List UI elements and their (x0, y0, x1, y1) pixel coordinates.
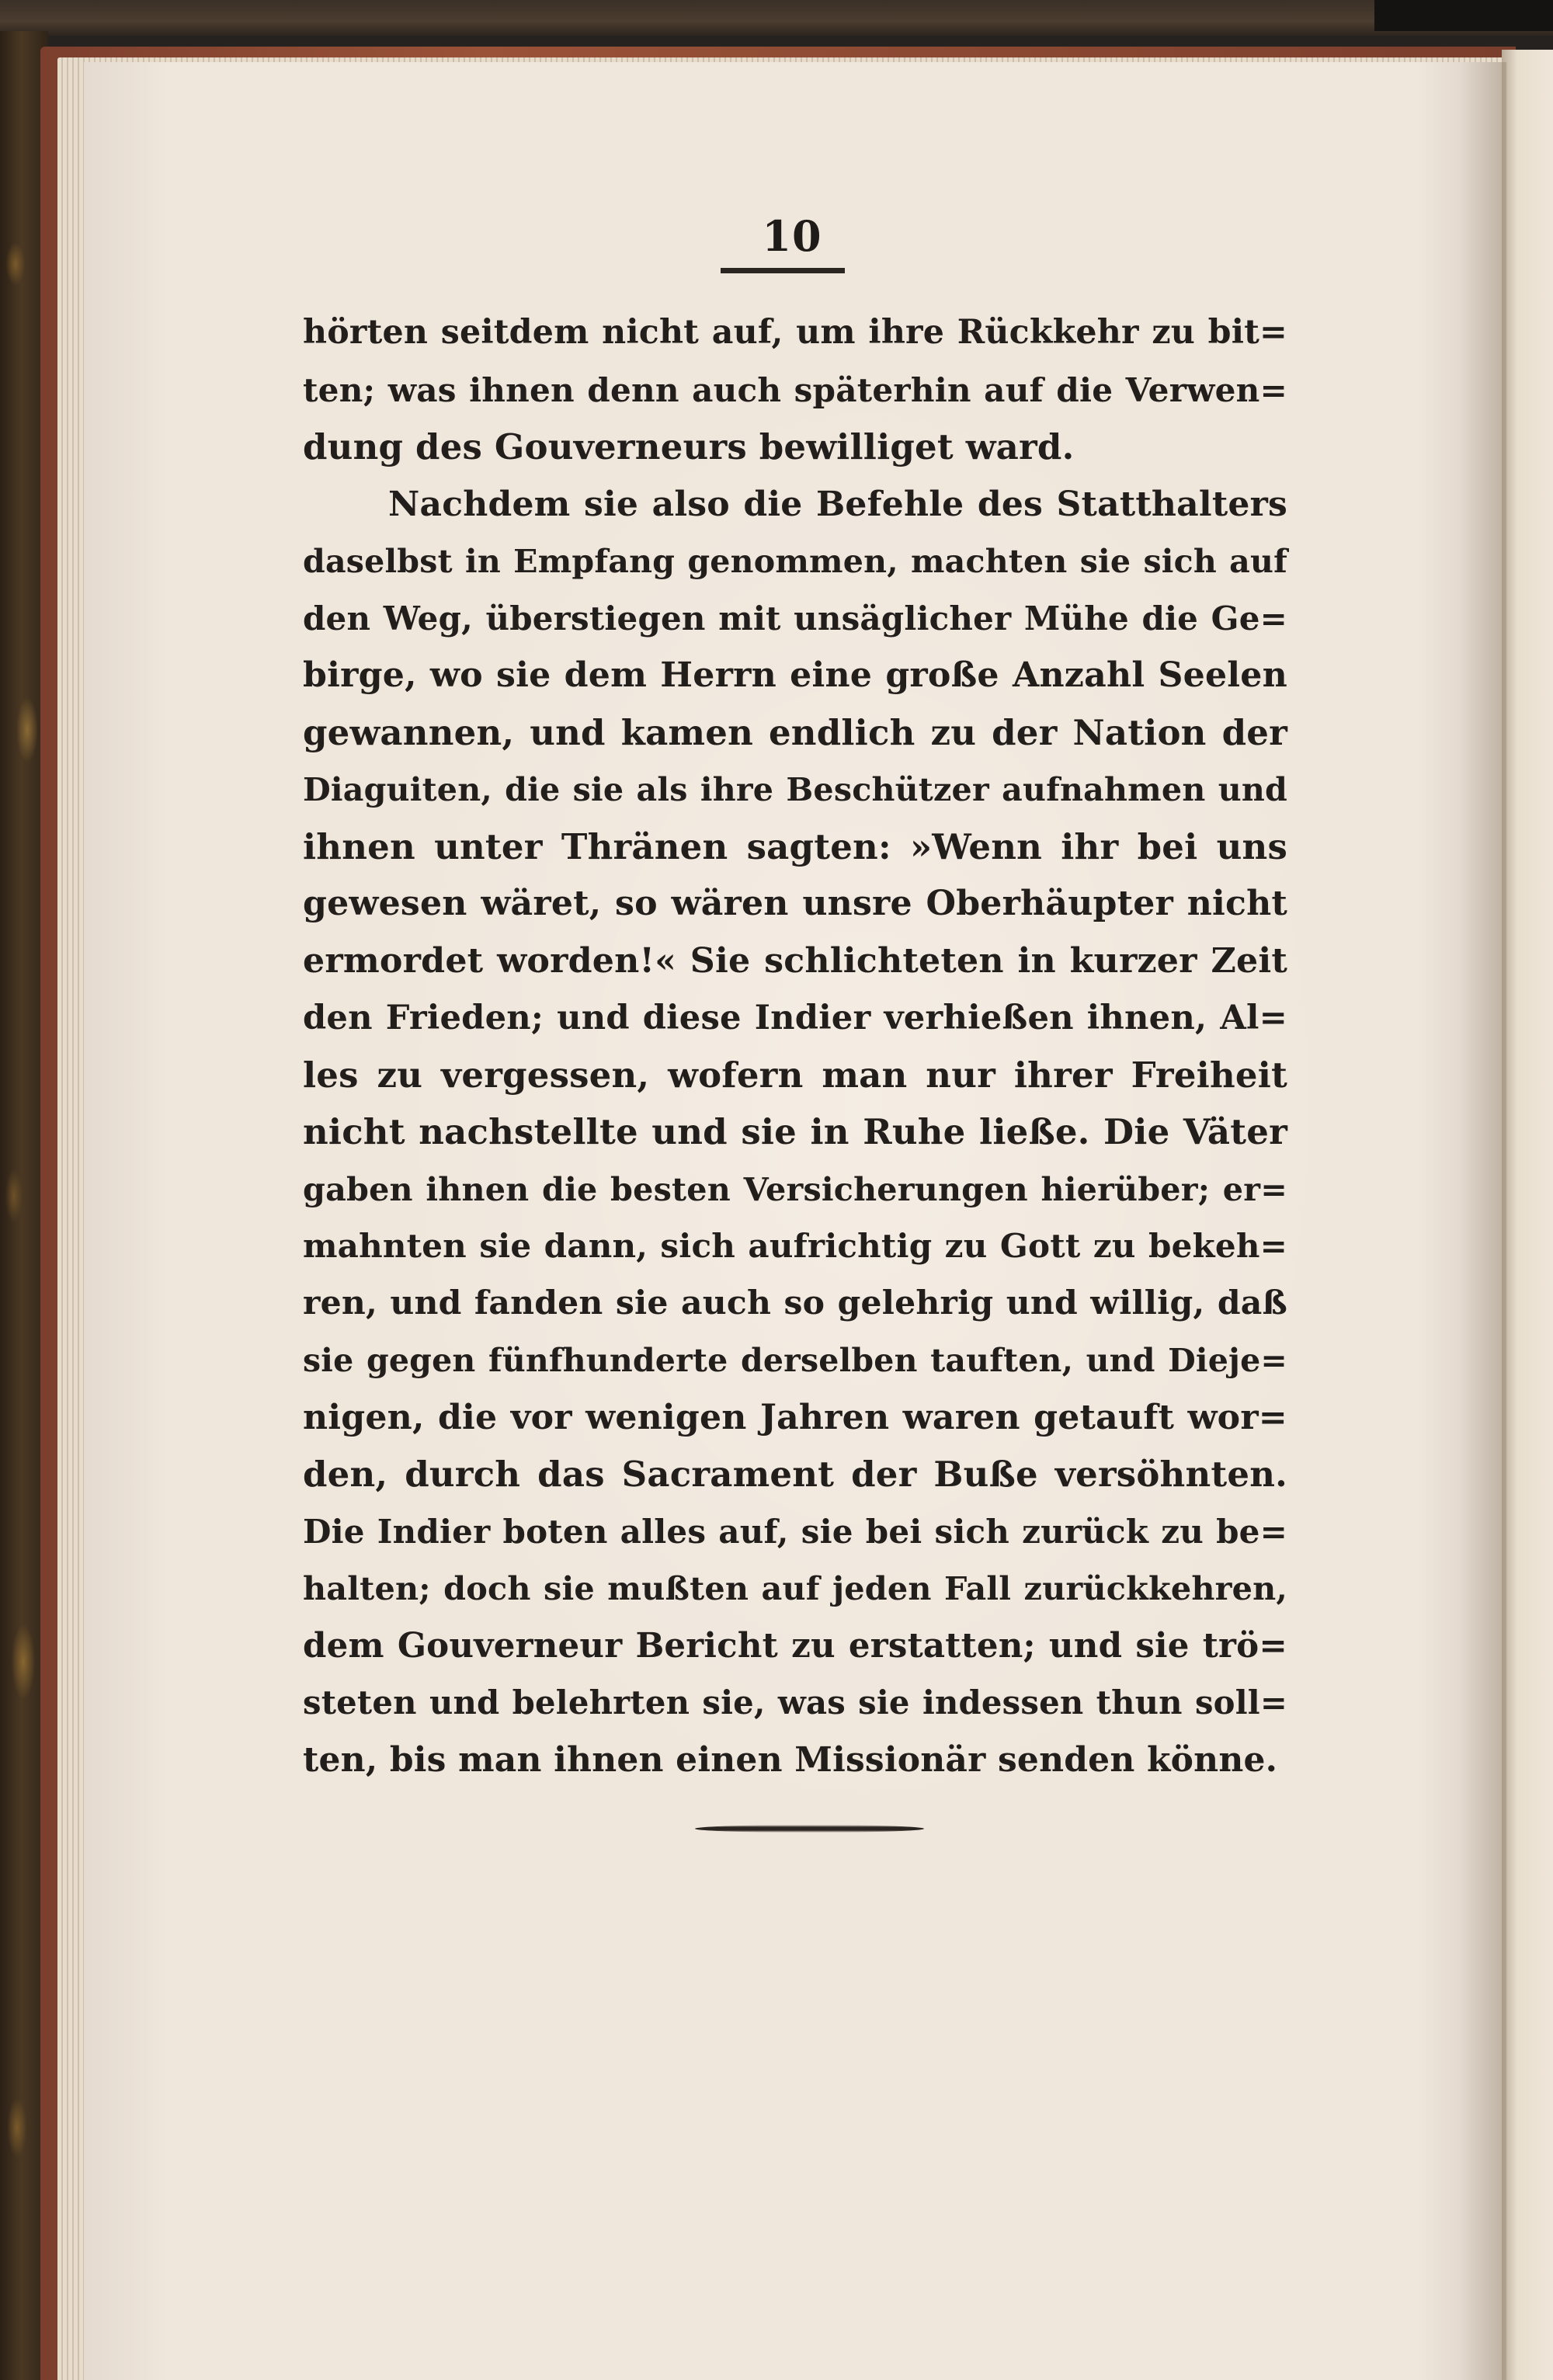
text-line: halten; doch sie mußten auf jeden Fall zurückkehren, (303, 1569, 1287, 1607)
text-line: les zu vergessen, wofern man nur ihrer Freiheit (303, 1054, 1287, 1096)
facing-page-edge (1502, 50, 1553, 2380)
text-line: den Frieden; und diese Indier verhießen ihnen, Al= (303, 998, 1287, 1037)
text-line: steten und belehrten sie, was sie indessen thun soll= (303, 1683, 1287, 1722)
text-line: hörten seitdem nicht auf, um ihre Rückkehr zu bit= (303, 313, 1287, 352)
text-line: birge, wo sie dem Herrn eine große Anzahl Seelen (303, 655, 1287, 695)
text-line: gewannen, und kamen endlich zu der Nation der (303, 711, 1287, 753)
text-line: Diaguiten, die sie als ihre Beschützer aufnahmen und (303, 770, 1287, 808)
text-line: den, durch das Sacrament der Buße versöhnten. (303, 1454, 1287, 1495)
text-line: dung des Gouverneurs bewilliget ward. (303, 426, 1075, 467)
body-text (303, 304, 1287, 1788)
gutter-shadow (1460, 62, 1506, 2380)
text-line: dem Gouverneur Bericht zu erstatten; und sie trö= (303, 1625, 1287, 1666)
page-number: 10 (762, 211, 822, 261)
text-line: den Weg, überstiegen mit unsäglicher Mühe die Ge= (303, 599, 1287, 638)
section-end-rule (695, 1825, 924, 1833)
text-line: ermordet worden!« Sie schlichteten in kurzer Zeit (303, 940, 1287, 981)
background-corner (1374, 0, 1553, 31)
text-line: nigen, die vor wenigen Jahren waren getauft wor= (303, 1397, 1287, 1437)
text-line: gewesen wäret, so wären unsre Oberhäupter nicht (303, 884, 1287, 923)
text-line: ren, und fanden sie auch so gelehrig und willig, daß (303, 1283, 1287, 1322)
text-line: ihnen unter Thränen sagten: »Wenn ihr bei uns (303, 825, 1287, 867)
text-line: ten; was ihnen denn auch späterhin auf die Verwen= (303, 370, 1287, 409)
text-line: Nachdem sie also die Befehle des Statthalters (388, 484, 1287, 524)
text-line: gaben ihnen die besten Versicherungen hierüber; er= (303, 1169, 1287, 1208)
text-line: mahnten sie dann, sich aufrichtig zu Gott zu bekeh= (303, 1227, 1287, 1265)
text-line: ten, bis man ihnen einen Missionär senden könne. (303, 1739, 1278, 1780)
page-number-rule (721, 268, 845, 273)
text-line: daselbst in Empfang genommen, machten sie sich auf (303, 542, 1287, 580)
text-line: sie gegen fünfhunderte derselben tauften, und Dieje= (303, 1341, 1287, 1379)
book-board-top (0, 0, 1553, 36)
text-line: Die Indier boten alles auf, sie bei sich zurück zu be= (303, 1512, 1287, 1551)
text-line: nicht nachstellte und sie in Ruhe ließe. Die Väter (303, 1111, 1287, 1152)
